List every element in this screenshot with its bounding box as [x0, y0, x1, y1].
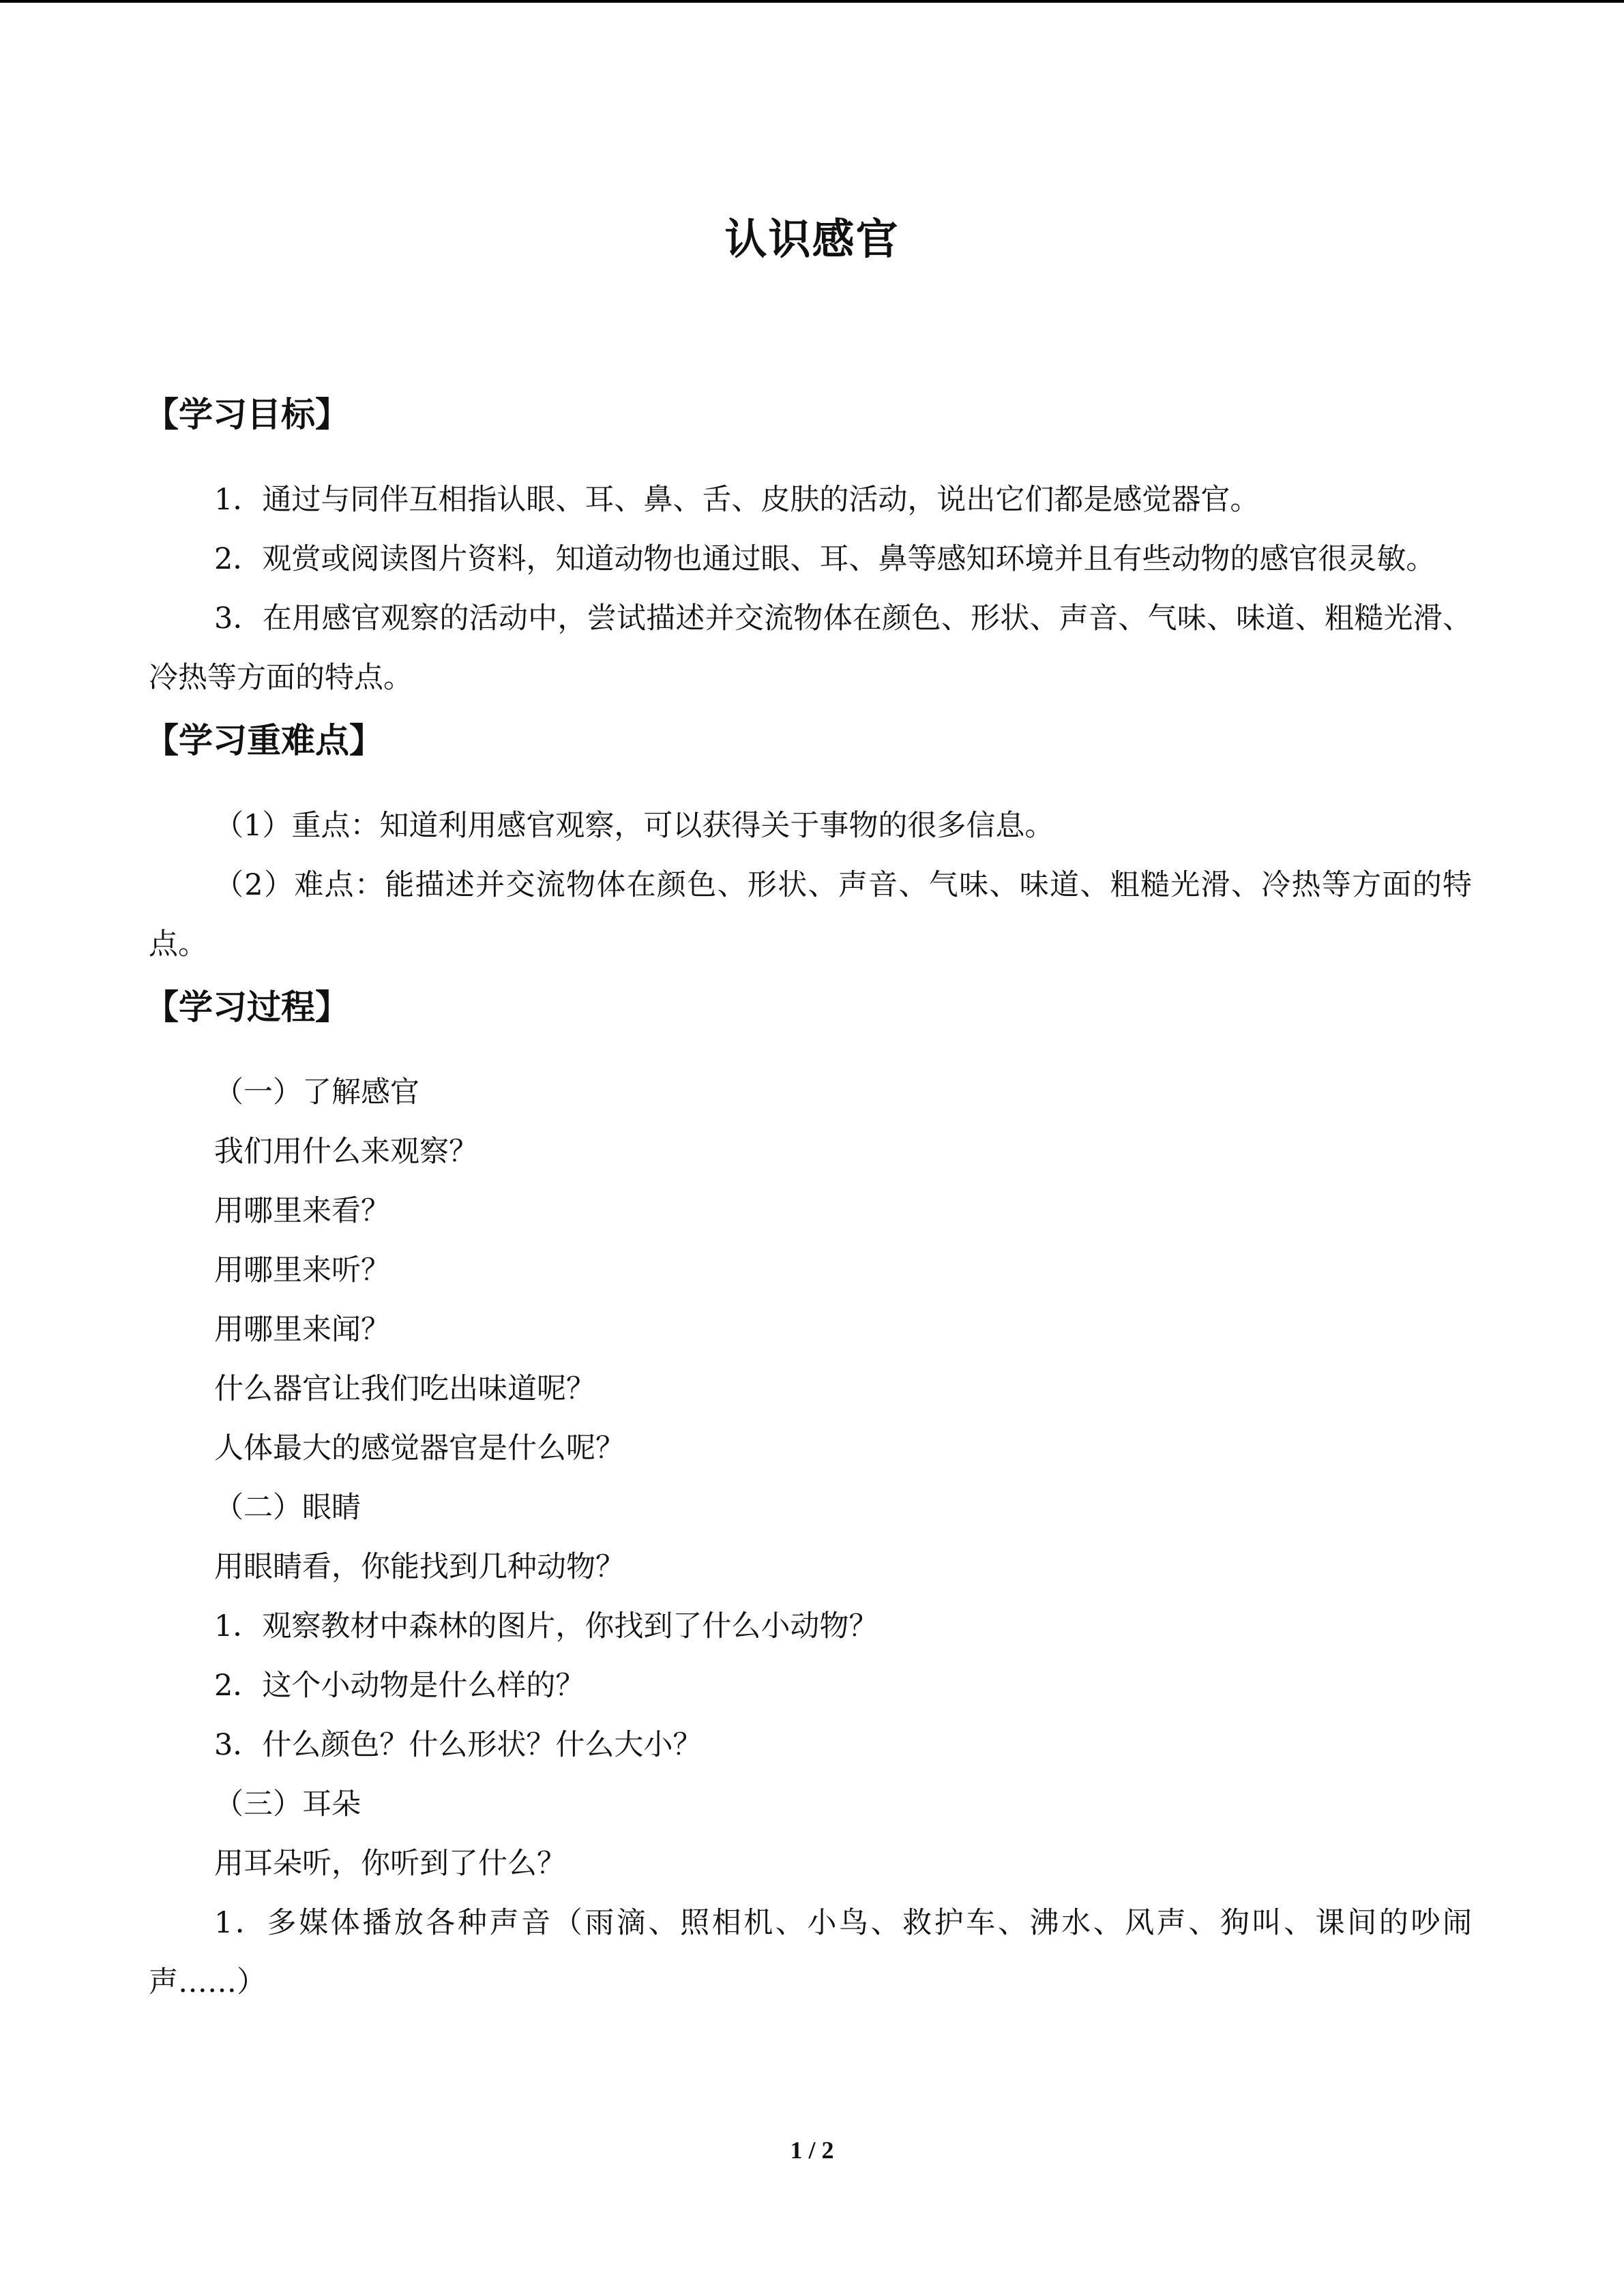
process-item: （二）眼睛 — [214, 1491, 361, 1525]
process-item: 3．什么颜色？什么形状？什么大小？ — [214, 1728, 703, 1762]
goal-item: 1．通过与同伴互相指认眼、耳、鼻、舌、皮肤的活动，说出它们都是感觉器官。 — [214, 483, 1260, 517]
key-point-item: （2）难点：能描述并交流物体在颜色、形状、声音、气味、味道、粗糙光滑、冷热等方面的特点。 — [149, 868, 1472, 961]
section-heading-process: 【学习过程】 — [145, 987, 349, 1027]
key-point-item: （1）重点：知道利用感官观察，可以获得关于事物的很多信息。 — [214, 809, 1054, 843]
goal-item: 3．在用感官观察的活动中，尝试描述并交流物体在颜色、形状、声音、气味、味道、粗糙光滑、冷热等方面的特点。 — [149, 601, 1472, 695]
process-item: 用哪里来闻？ — [214, 1313, 390, 1347]
process-item: 什么器官让我们吃出味道呢？ — [214, 1372, 595, 1406]
process-item: 用哪里来看？ — [214, 1194, 390, 1228]
process-item: 人体最大的感觉器官是什么呢？ — [214, 1431, 625, 1465]
process-item: （三）耳朵 — [214, 1787, 361, 1821]
process-item: 用哪里来听？ — [214, 1253, 390, 1287]
process-item: （一）了解感官 — [214, 1075, 419, 1109]
process-item: 1．多媒体播放各种声音（雨滴、照相机、小鸟、救护车、沸水、风声、狗叫、课间的吵闹声……） — [149, 1906, 1472, 1999]
document-body — [145, 382, 1472, 2012]
top-border-rule — [0, 0, 1624, 3]
goal-item: 2．观赏或阅读图片资料，知道动物也通过眼、耳、鼻等感知环境并且有些动物的感官很灵敏。 — [214, 542, 1436, 576]
process-item: 1．观察教材中森林的图片，你找到了什么小动物？ — [214, 1609, 879, 1643]
process-item: 用耳朵听，你听到了什么？ — [214, 1847, 566, 1881]
page-number: 1 / 2 — [790, 2136, 834, 2164]
page-title: 认识感官 — [724, 214, 900, 264]
process-item: 我们用什么来观察？ — [214, 1135, 478, 1169]
section-heading-goals: 【学习目标】 — [145, 395, 349, 434]
section-heading-key-points: 【学习重难点】 — [145, 721, 383, 760]
process-item: 用眼睛看，你能找到几种动物？ — [214, 1550, 625, 1584]
process-item: 2．这个小动物是什么样的？ — [214, 1669, 585, 1703]
